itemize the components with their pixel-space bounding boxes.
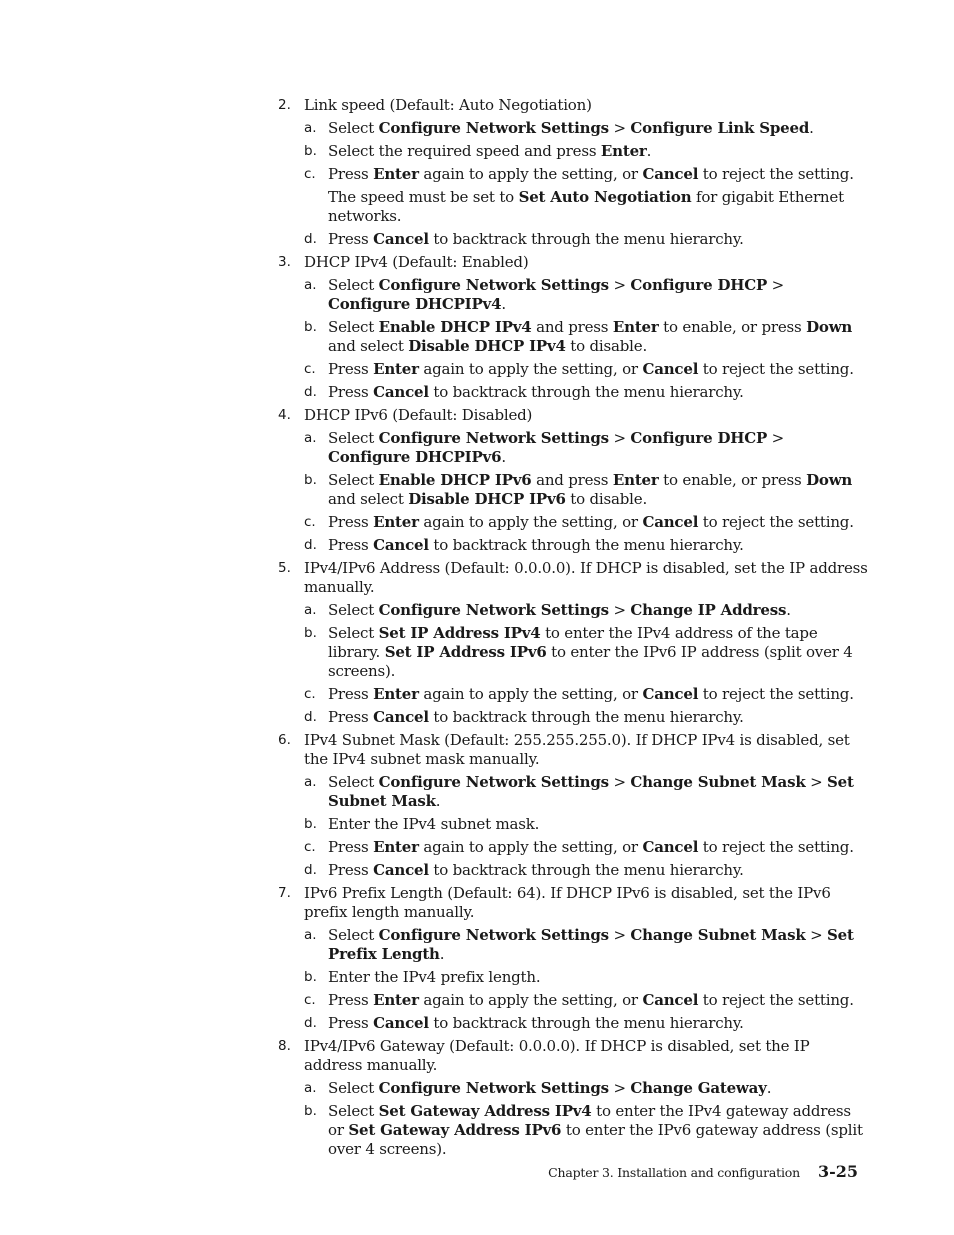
substep-text [328, 1079, 868, 1098]
step-text: DHCP IPv6 (Default: Disabled) [304, 406, 533, 424]
substep-item [304, 815, 868, 834]
step-item [278, 96, 868, 249]
substep-text [328, 276, 868, 314]
bold-term: Set Gateway Address IPv6 [348, 1121, 562, 1139]
text-run: to backtrack through the menu hierarchy. [428, 536, 744, 554]
text-run: > [608, 276, 631, 294]
substep-text [328, 991, 868, 1010]
text-run: to enter the IPv6 gateway address (split over 4 screens). [328, 1121, 863, 1158]
bold-term: Cancel [642, 838, 699, 856]
bold-term: Enable DHCP IPv4 [378, 318, 532, 336]
text-run: Select the required speed and press [328, 142, 601, 160]
substep-item [304, 471, 868, 509]
bold-term: Cancel [373, 383, 429, 401]
substep-item [304, 624, 868, 681]
substep-text [328, 1102, 868, 1159]
bold-term: Cancel [642, 513, 699, 531]
bold-term: Set IP Address IPv4 [378, 624, 541, 642]
bold-term: Change Subnet Mask [630, 773, 806, 791]
bold-term: Cancel [642, 991, 699, 1009]
bold-term: Configure DHCPIPv4 [328, 295, 502, 313]
text-run: and select [328, 490, 409, 508]
substep-text [328, 383, 868, 402]
page-footer [548, 1162, 858, 1181]
substep-item [304, 142, 868, 161]
substep-letter: c. [304, 361, 316, 377]
substep-letter: a. [304, 774, 317, 790]
text-run: > [608, 429, 631, 447]
substep-letter: b. [304, 143, 317, 159]
substep-text [328, 861, 868, 880]
bold-term: Enter [373, 685, 419, 703]
bold-term: Enter [373, 838, 419, 856]
text-run: to enter the IPv4 gateway address or [328, 1102, 851, 1139]
text-run: to backtrack through the menu hierarchy. [428, 1014, 744, 1032]
text-run: Enter the IPv4 subnet mask. [328, 815, 540, 833]
substep-letter: d. [304, 709, 317, 725]
step-number: 4. [278, 407, 291, 423]
substeps-list [304, 429, 868, 555]
text-run: Press [328, 861, 374, 879]
text-run: > [608, 1079, 631, 1097]
bold-term: Configure DHCP [630, 276, 768, 294]
substep-text [328, 838, 868, 857]
substep-text [328, 1014, 868, 1033]
substep-text [328, 773, 868, 811]
text-run: and select [328, 337, 409, 355]
bold-term: Cancel [373, 230, 429, 248]
substep-text [328, 624, 868, 681]
substep-letter: a. [304, 1080, 317, 1096]
substep-letter: b. [304, 969, 317, 985]
text-run: to reject the setting. [698, 685, 854, 703]
text-run: . [435, 792, 441, 810]
substep-item [304, 861, 868, 880]
substep-text [328, 685, 868, 704]
substep-letter: c. [304, 839, 316, 855]
text-run: . [501, 295, 506, 313]
substep-text [328, 142, 868, 161]
step-number: 5. [278, 560, 291, 576]
text-run: Press [328, 838, 374, 856]
step-number: 2. [278, 97, 291, 113]
text-run: Select [328, 773, 379, 791]
bold-term: Enter [373, 360, 419, 378]
bold-term: Disable DHCP IPv4 [408, 337, 566, 355]
text-run: Enter the IPv4 prefix length. [328, 968, 541, 986]
bold-term: Cancel [373, 861, 429, 879]
text-run: again to apply the setting, or [418, 991, 643, 1009]
substep-item [304, 708, 868, 727]
step-number: 7. [278, 885, 291, 901]
substep-item [304, 1102, 868, 1159]
text-run: Select [328, 276, 379, 294]
substep-letter: d. [304, 231, 317, 247]
substep-letter: a. [304, 927, 317, 943]
substep-text [328, 230, 868, 249]
text-run: to enter the IPv4 address of the tape library. [328, 624, 818, 661]
text-run: again to apply the setting, or [418, 165, 643, 183]
bold-term: Disable DHCP IPv6 [408, 490, 566, 508]
substep-note [328, 188, 868, 226]
substep-item [304, 536, 868, 555]
bold-term: Set Gateway Address IPv4 [378, 1102, 592, 1120]
text-run: Select [328, 1102, 379, 1120]
text-run: Select [328, 119, 379, 137]
text-run: Press [328, 991, 374, 1009]
text-run: to reject the setting. [698, 513, 854, 531]
substep-item [304, 926, 868, 964]
substep-item [304, 773, 868, 811]
substep-letter: d. [304, 384, 317, 400]
text-run: Select [328, 624, 379, 642]
substep-item [304, 318, 868, 356]
substep-item [304, 685, 868, 704]
text-run: to enable, or press [658, 471, 807, 489]
substep-item [304, 968, 868, 987]
text-run: Select [328, 1079, 379, 1097]
substeps-list [304, 119, 868, 249]
step-text: DHCP IPv4 (Default: Enabled) [304, 253, 529, 271]
text-run: again to apply the setting, or [418, 685, 643, 703]
substep-text [328, 429, 868, 467]
text-run: The speed must be set to [328, 188, 519, 206]
substep-letter: b. [304, 625, 317, 641]
bold-term: Configure DHCPIPv6 [328, 448, 502, 466]
text-run: to reject the setting. [698, 838, 854, 856]
bold-term: Cancel [373, 708, 429, 726]
substeps-list [304, 926, 868, 1033]
bold-term: Configure DHCP [630, 429, 768, 447]
bold-term: Enter [373, 991, 419, 1009]
substep-item [304, 991, 868, 1010]
procedure-steps-list [278, 96, 868, 1163]
substep-item [304, 360, 868, 379]
substep-text [328, 926, 868, 964]
text-run: again to apply the setting, or [418, 360, 643, 378]
step-item [278, 1037, 868, 1159]
substep-item [304, 1079, 868, 1098]
bold-term: Down [806, 318, 853, 336]
substep-item [304, 1014, 868, 1033]
text-run: > [767, 276, 785, 294]
text-run: Press [328, 230, 374, 248]
text-run: . [809, 119, 814, 137]
substep-letter: b. [304, 319, 317, 335]
text-run: and press [531, 318, 613, 336]
text-run: Select [328, 601, 379, 619]
substep-text [328, 601, 868, 620]
substep-letter: b. [304, 816, 317, 832]
text-run: > [608, 119, 631, 137]
text-run: Press [328, 708, 374, 726]
substep-letter: a. [304, 277, 317, 293]
substep-text [328, 119, 868, 138]
substep-text [328, 165, 868, 184]
bold-term: Cancel [373, 1014, 429, 1032]
substeps-list [304, 1079, 868, 1159]
text-run: to backtrack through the menu hierarchy. [428, 708, 744, 726]
bold-term: Change IP Address [630, 601, 787, 619]
bold-term: Cancel [642, 360, 699, 378]
substep-text [328, 968, 868, 987]
substep-letter: d. [304, 862, 317, 878]
step-text: IPv4/IPv6 Gateway (Default: 0.0.0.0). If DHCP is disabled, set the IP address manually. [304, 1037, 810, 1074]
substep-item [304, 838, 868, 857]
substep-letter: c. [304, 166, 316, 182]
bold-term: Set Auto Negotiation [518, 188, 692, 206]
step-text: IPv6 Prefix Length (Default: 64). If DHCP IPv6 is disabled, set the IPv6 prefix length manually. [304, 884, 831, 921]
bold-term: Enter [373, 513, 419, 531]
text-run: again to apply the setting, or [418, 838, 643, 856]
substep-text [328, 708, 868, 727]
bold-term: Configure Network Settings [378, 601, 609, 619]
bold-term: Configure Network Settings [378, 276, 609, 294]
text-run: > [805, 773, 828, 791]
step-number: 8. [278, 1038, 291, 1054]
step-text: IPv4/IPv6 Address (Default: 0.0.0.0). If DHCP is disabled, set the IP address manually. [304, 559, 868, 596]
substep-item [304, 276, 868, 314]
substep-item [304, 513, 868, 532]
step-item [278, 559, 868, 727]
substep-letter: d. [304, 537, 317, 553]
substep-letter: d. [304, 1015, 317, 1031]
substep-text [328, 815, 868, 834]
bold-term: Enter [612, 318, 659, 336]
text-run: > [608, 601, 631, 619]
text-run: and press [531, 471, 613, 489]
bold-term: Enter [612, 471, 659, 489]
step-number: 3. [278, 254, 291, 270]
substep-letter: a. [304, 602, 317, 618]
substep-item [304, 429, 868, 467]
bold-term: Configure Link Speed [630, 119, 810, 137]
text-run: for gigabit Ethernet networks. [328, 188, 844, 225]
bold-term: Configure Network Settings [378, 773, 609, 791]
text-run: Press [328, 1014, 374, 1032]
substep-letter: b. [304, 472, 317, 488]
text-run: . [439, 945, 445, 963]
substep-text [328, 513, 868, 532]
text-run: Select [328, 926, 379, 944]
text-run: . [646, 142, 652, 160]
substeps-list [304, 601, 868, 727]
substep-text [328, 471, 868, 509]
text-run: to enable, or press [658, 318, 807, 336]
bold-term: Set IP Address IPv6 [384, 643, 547, 661]
text-run: Press [328, 536, 374, 554]
substep-text [328, 536, 868, 555]
text-run: Press [328, 383, 374, 401]
substep-letter: b. [304, 1103, 317, 1119]
step-item [278, 253, 868, 402]
text-run: Select [328, 429, 379, 447]
bold-term: Cancel [642, 165, 699, 183]
substep-letter: a. [304, 430, 317, 446]
text-run: Press [328, 360, 374, 378]
substep-text [328, 360, 868, 379]
step-item [278, 406, 868, 555]
text-run: > [608, 926, 631, 944]
substep-letter: c. [304, 992, 316, 1008]
bold-term: Configure Network Settings [378, 1079, 609, 1097]
bold-term: Configure Network Settings [378, 429, 609, 447]
footer-chapter-title: Chapter 3. Installation and configuration [548, 1165, 800, 1180]
text-run: Select [328, 471, 379, 489]
text-run: again to apply the setting, or [418, 513, 643, 531]
substep-item [304, 230, 868, 249]
text-run: Select [328, 318, 379, 336]
text-run: to disable. [565, 490, 648, 508]
bold-term: Cancel [373, 536, 429, 554]
step-item [278, 884, 868, 1033]
substeps-list [304, 276, 868, 402]
page-number: 3-25 [817, 1162, 858, 1181]
bold-term: Change Gateway [630, 1079, 767, 1097]
text-run: to enter the IPv6 IP address (split over 4 screens). [328, 643, 853, 680]
bold-term: Enter [373, 165, 419, 183]
text-run: Press [328, 685, 374, 703]
step-number: 6. [278, 732, 291, 748]
bold-term: Configure Network Settings [378, 119, 609, 137]
text-run: . [501, 448, 506, 466]
substep-letter: a. [304, 120, 317, 136]
bold-term: Set Subnet Mask [328, 773, 854, 810]
text-run: to reject the setting. [698, 165, 854, 183]
text-run: . [766, 1079, 772, 1097]
text-run: . [786, 601, 791, 619]
text-run: Press [328, 513, 374, 531]
substeps-list [304, 773, 868, 880]
substep-item [304, 383, 868, 402]
bold-term: Enter [600, 142, 647, 160]
bold-term: Configure Network Settings [378, 926, 609, 944]
text-run: to reject the setting. [698, 360, 854, 378]
bold-term: Change Subnet Mask [630, 926, 806, 944]
text-run: > [767, 429, 785, 447]
text-run: > [608, 773, 631, 791]
text-run: to disable. [565, 337, 648, 355]
text-run: to backtrack through the menu hierarchy. [428, 230, 744, 248]
step-item [278, 731, 868, 880]
substep-item [304, 119, 868, 138]
substep-text [328, 318, 868, 356]
step-text: IPv4 Subnet Mask (Default: 255.255.255.0). If DHCP IPv4 is disabled, set the IPv4 subnet mask manually. [304, 731, 850, 768]
text-run: > [805, 926, 828, 944]
bold-term: Down [806, 471, 853, 489]
bold-term: Cancel [642, 685, 699, 703]
step-text: Link speed (Default: Auto Negotiation) [304, 96, 592, 114]
text-run: to backtrack through the menu hierarchy. [428, 861, 744, 879]
bold-term: Set Prefix Length [328, 926, 854, 963]
text-run: Press [328, 165, 374, 183]
substep-item [304, 165, 868, 226]
bold-term: Enable DHCP IPv6 [378, 471, 532, 489]
text-run: to reject the setting. [698, 991, 854, 1009]
substep-letter: c. [304, 514, 316, 530]
substep-item [304, 601, 868, 620]
text-run: to backtrack through the menu hierarchy. [428, 383, 744, 401]
substep-letter: c. [304, 686, 316, 702]
